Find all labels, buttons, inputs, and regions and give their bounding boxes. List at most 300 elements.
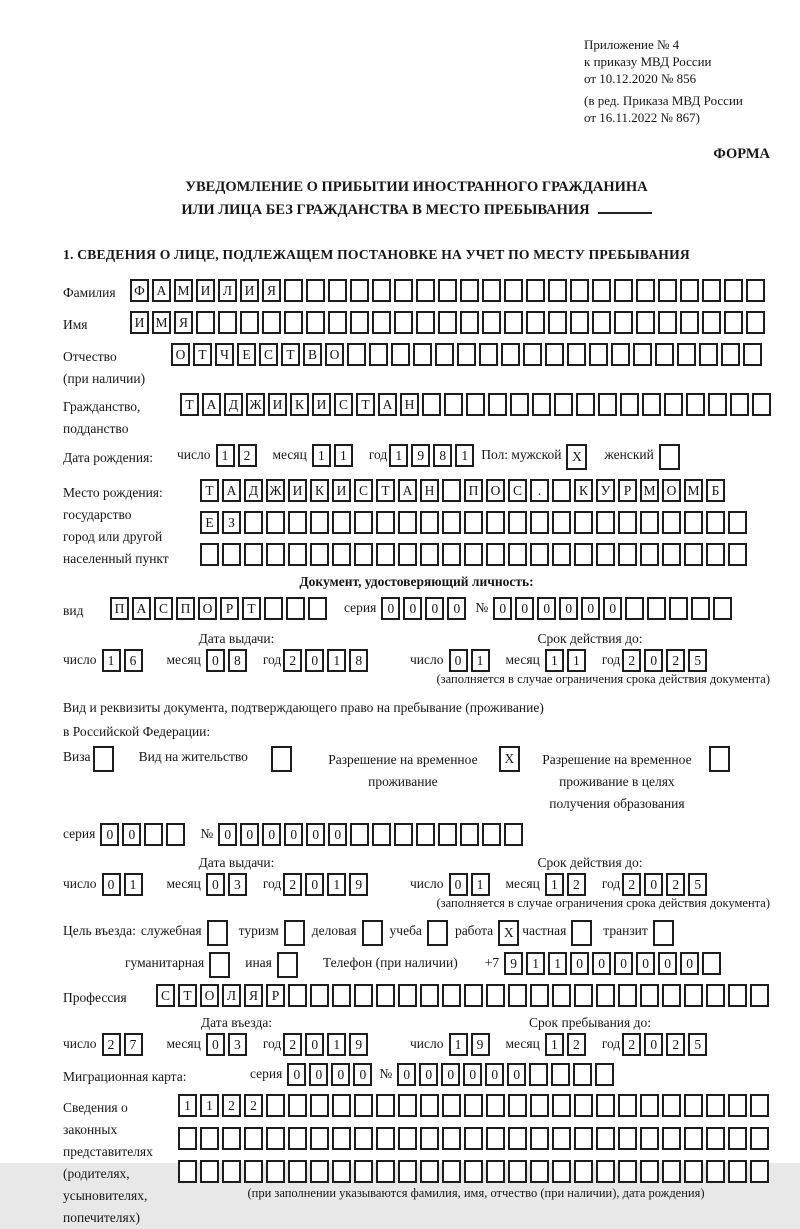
char-box[interactable]: К [574, 479, 593, 502]
identity-valid-month-boxes[interactable] [545, 649, 589, 672]
char-box[interactable]: В [303, 343, 322, 366]
char-box[interactable] [222, 1160, 241, 1183]
char-box[interactable] [288, 543, 307, 566]
entry-year-boxes[interactable] [283, 1033, 371, 1056]
char-box[interactable] [571, 920, 592, 946]
char-box[interactable] [576, 393, 595, 416]
char-box[interactable]: С [334, 393, 353, 416]
edu-permit-checkbox[interactable] [709, 746, 733, 772]
char-box[interactable]: 0 [515, 597, 534, 620]
char-box[interactable] [659, 444, 680, 470]
char-box[interactable]: С [508, 479, 527, 502]
char-box[interactable] [508, 1127, 527, 1150]
char-box[interactable] [218, 311, 237, 334]
char-box[interactable] [552, 479, 571, 502]
char-box[interactable]: 9 [471, 1033, 490, 1056]
identity-issue-year-boxes[interactable] [283, 649, 371, 672]
char-box[interactable] [618, 1160, 637, 1183]
patronymic-boxes[interactable] [171, 343, 765, 366]
char-box[interactable] [310, 984, 329, 1007]
char-box[interactable] [592, 311, 611, 334]
char-box[interactable] [207, 920, 228, 946]
char-box[interactable]: X [499, 746, 520, 772]
residence-valid-year-boxes[interactable] [622, 873, 710, 896]
char-box[interactable] [554, 393, 573, 416]
stay-day-boxes[interactable] [449, 1033, 493, 1056]
char-box[interactable]: 2 [666, 873, 685, 896]
char-box[interactable]: 3 [228, 873, 247, 896]
char-box[interactable] [413, 343, 432, 366]
char-box[interactable] [640, 543, 659, 566]
char-box[interactable]: 1 [471, 873, 490, 896]
char-box[interactable]: 0 [493, 597, 512, 620]
char-box[interactable]: 3 [228, 1033, 247, 1056]
char-box[interactable] [438, 311, 457, 334]
residence-issue-year-boxes[interactable] [283, 873, 371, 896]
char-box[interactable] [570, 311, 589, 334]
char-box[interactable] [709, 746, 730, 772]
char-box[interactable]: 6 [124, 649, 143, 672]
char-box[interactable]: 2 [622, 649, 641, 672]
char-box[interactable] [464, 1127, 483, 1150]
char-box[interactable] [376, 511, 395, 534]
char-box[interactable]: Ф [130, 279, 149, 302]
char-box[interactable] [640, 1127, 659, 1150]
char-box[interactable]: 7 [124, 1033, 143, 1056]
char-box[interactable]: О [486, 479, 505, 502]
char-box[interactable] [442, 543, 461, 566]
char-box[interactable] [264, 597, 283, 620]
char-box[interactable]: М [174, 279, 193, 302]
char-box[interactable] [574, 984, 593, 1007]
char-box[interactable] [464, 543, 483, 566]
purpose-transit-checkbox[interactable] [653, 920, 677, 946]
char-box[interactable] [369, 343, 388, 366]
char-box[interactable] [662, 1160, 681, 1183]
char-box[interactable] [702, 311, 721, 334]
char-box[interactable] [438, 823, 457, 846]
temp-permit-checkbox[interactable] [499, 746, 523, 772]
char-box[interactable] [354, 1094, 373, 1117]
char-box[interactable] [750, 1094, 769, 1117]
char-box[interactable] [442, 1094, 461, 1117]
char-box[interactable]: 9 [411, 444, 430, 467]
citizenship-boxes[interactable] [180, 393, 774, 416]
char-box[interactable]: Е [200, 511, 219, 534]
char-box[interactable] [526, 279, 545, 302]
char-box[interactable] [706, 511, 725, 534]
char-box[interactable] [743, 343, 762, 366]
char-box[interactable] [750, 1127, 769, 1150]
char-box[interactable]: 0 [305, 649, 324, 672]
char-box[interactable] [728, 1160, 747, 1183]
char-box[interactable] [589, 343, 608, 366]
char-box[interactable] [662, 1094, 681, 1117]
char-box[interactable] [552, 1160, 571, 1183]
char-box[interactable] [658, 311, 677, 334]
char-box[interactable] [574, 511, 593, 534]
char-box[interactable]: 0 [328, 823, 347, 846]
char-box[interactable] [486, 1094, 505, 1117]
char-box[interactable] [288, 984, 307, 1007]
char-box[interactable]: А [202, 393, 221, 416]
char-box[interactable] [332, 511, 351, 534]
char-box[interactable]: Т [242, 597, 261, 620]
char-box[interactable] [618, 1127, 637, 1150]
char-box[interactable] [618, 543, 637, 566]
char-box[interactable] [332, 1094, 351, 1117]
char-box[interactable]: 1 [526, 952, 545, 975]
char-box[interactable] [244, 543, 263, 566]
char-box[interactable] [596, 1160, 615, 1183]
char-box[interactable]: И [288, 479, 307, 502]
representatives-row1-boxes[interactable] [178, 1094, 774, 1117]
profession-boxes[interactable] [156, 984, 772, 1007]
char-box[interactable]: 0 [309, 1063, 328, 1086]
char-box[interactable] [420, 543, 439, 566]
char-box[interactable] [442, 1127, 461, 1150]
char-box[interactable] [686, 393, 705, 416]
char-box[interactable] [284, 920, 305, 946]
char-box[interactable] [328, 311, 347, 334]
char-box[interactable] [178, 1127, 197, 1150]
char-box[interactable] [677, 343, 696, 366]
char-box[interactable] [529, 1063, 548, 1086]
char-box[interactable] [614, 279, 633, 302]
char-box[interactable] [244, 1160, 263, 1183]
phone-boxes[interactable] [504, 952, 724, 975]
char-box[interactable] [662, 984, 681, 1007]
char-box[interactable] [551, 1063, 570, 1086]
char-box[interactable]: 1 [545, 649, 564, 672]
char-box[interactable] [488, 393, 507, 416]
char-box[interactable]: 5 [688, 873, 707, 896]
entry-month-boxes[interactable] [206, 1033, 250, 1056]
char-box[interactable]: X [498, 920, 519, 946]
char-box[interactable] [354, 1160, 373, 1183]
birth-day-boxes[interactable] [216, 444, 260, 467]
char-box[interactable] [271, 746, 292, 772]
char-box[interactable]: Т [281, 343, 300, 366]
char-box[interactable]: 0 [537, 597, 556, 620]
char-box[interactable]: 1 [327, 649, 346, 672]
char-box[interactable]: 0 [507, 1063, 526, 1086]
char-box[interactable]: 1 [124, 873, 143, 896]
char-box[interactable]: И [130, 311, 149, 334]
char-box[interactable] [398, 984, 417, 1007]
char-box[interactable] [684, 1094, 703, 1117]
char-box[interactable]: 9 [349, 873, 368, 896]
entry-day-boxes[interactable] [102, 1033, 146, 1056]
char-box[interactable] [442, 511, 461, 534]
char-box[interactable] [144, 823, 163, 846]
char-box[interactable] [482, 823, 501, 846]
char-box[interactable] [310, 1094, 329, 1117]
mc-series-boxes[interactable] [287, 1063, 375, 1086]
char-box[interactable] [552, 543, 571, 566]
char-box[interactable] [362, 920, 383, 946]
char-box[interactable] [310, 511, 329, 534]
residence-valid-day-boxes[interactable] [449, 873, 493, 896]
char-box[interactable]: 2 [238, 444, 257, 467]
char-box[interactable]: 0 [100, 823, 119, 846]
char-box[interactable] [574, 543, 593, 566]
stay-month-boxes[interactable] [545, 1033, 589, 1056]
char-box[interactable] [618, 1094, 637, 1117]
char-box[interactable] [288, 1127, 307, 1150]
char-box[interactable] [662, 1127, 681, 1150]
char-box[interactable] [350, 823, 369, 846]
mc-number-boxes[interactable] [397, 1063, 617, 1086]
char-box[interactable] [699, 343, 718, 366]
char-box[interactable] [664, 393, 683, 416]
char-box[interactable] [244, 1127, 263, 1150]
char-box[interactable] [310, 543, 329, 566]
char-box[interactable] [479, 343, 498, 366]
char-box[interactable] [444, 393, 463, 416]
purpose-private-checkbox[interactable] [571, 920, 595, 946]
char-box[interactable] [394, 279, 413, 302]
char-box[interactable]: 0 [425, 597, 444, 620]
char-box[interactable]: 0 [206, 873, 225, 896]
char-box[interactable]: Я [244, 984, 263, 1007]
char-box[interactable]: 0 [353, 1063, 372, 1086]
char-box[interactable] [596, 1127, 615, 1150]
char-box[interactable]: 1 [327, 873, 346, 896]
char-box[interactable] [376, 1094, 395, 1117]
char-box[interactable] [596, 543, 615, 566]
char-box[interactable] [266, 1127, 285, 1150]
char-box[interactable]: Я [262, 279, 281, 302]
char-box[interactable] [640, 511, 659, 534]
char-box[interactable]: 2 [622, 873, 641, 896]
char-box[interactable]: Т [200, 479, 219, 502]
char-box[interactable]: 1 [216, 444, 235, 467]
char-box[interactable]: 0 [419, 1063, 438, 1086]
char-box[interactable]: 1 [327, 1033, 346, 1056]
char-box[interactable]: 0 [262, 823, 281, 846]
char-box[interactable]: 0 [305, 1033, 324, 1056]
char-box[interactable]: О [198, 597, 217, 620]
char-box[interactable] [332, 1160, 351, 1183]
char-box[interactable] [680, 311, 699, 334]
char-box[interactable] [200, 543, 219, 566]
char-box[interactable]: 0 [658, 952, 677, 975]
residence-issue-month-boxes[interactable] [206, 873, 250, 896]
char-box[interactable] [708, 393, 727, 416]
char-box[interactable] [574, 1094, 593, 1117]
char-box[interactable] [724, 311, 743, 334]
char-box[interactable]: Р [220, 597, 239, 620]
char-box[interactable] [460, 823, 479, 846]
doc-series-boxes[interactable] [381, 597, 469, 620]
char-box[interactable]: И [268, 393, 287, 416]
char-box[interactable] [486, 984, 505, 1007]
char-box[interactable]: 0 [485, 1063, 504, 1086]
char-box[interactable] [93, 746, 114, 772]
char-box[interactable] [596, 984, 615, 1007]
representatives-row3-boxes[interactable] [178, 1160, 774, 1183]
char-box[interactable] [633, 343, 652, 366]
identity-valid-year-boxes[interactable] [622, 649, 710, 672]
char-box[interactable]: 1 [449, 1033, 468, 1056]
representatives-row2-boxes[interactable] [178, 1127, 774, 1150]
char-box[interactable]: 1 [545, 1033, 564, 1056]
char-box[interactable] [427, 920, 448, 946]
char-box[interactable] [730, 393, 749, 416]
char-box[interactable] [752, 393, 771, 416]
birth-month-boxes[interactable] [312, 444, 356, 467]
birth-place-row3-boxes[interactable] [200, 543, 750, 566]
purpose-study-checkbox[interactable] [427, 920, 451, 946]
char-box[interactable]: 0 [449, 873, 468, 896]
char-box[interactable] [354, 543, 373, 566]
char-box[interactable]: Т [376, 479, 395, 502]
char-box[interactable] [655, 343, 674, 366]
char-box[interactable] [308, 597, 327, 620]
char-box[interactable] [266, 1160, 285, 1183]
char-box[interactable]: П [464, 479, 483, 502]
char-box[interactable]: И [312, 393, 331, 416]
char-box[interactable] [552, 1094, 571, 1117]
char-box[interactable] [592, 279, 611, 302]
char-box[interactable] [347, 343, 366, 366]
char-box[interactable] [391, 343, 410, 366]
char-box[interactable]: 1 [334, 444, 353, 467]
char-box[interactable] [618, 984, 637, 1007]
char-box[interactable] [530, 1160, 549, 1183]
char-box[interactable] [508, 1160, 527, 1183]
char-box[interactable]: А [398, 479, 417, 502]
char-box[interactable]: 0 [592, 952, 611, 975]
char-box[interactable] [501, 343, 520, 366]
char-box[interactable] [746, 279, 765, 302]
char-box[interactable] [394, 823, 413, 846]
char-box[interactable] [460, 279, 479, 302]
char-box[interactable]: 0 [287, 1063, 306, 1086]
char-box[interactable] [178, 1160, 197, 1183]
char-box[interactable] [574, 1127, 593, 1150]
char-box[interactable]: 1 [102, 649, 121, 672]
char-box[interactable] [706, 1160, 725, 1183]
char-box[interactable] [684, 984, 703, 1007]
char-box[interactable] [530, 1127, 549, 1150]
char-box[interactable]: 0 [581, 597, 600, 620]
char-box[interactable] [680, 279, 699, 302]
purpose-official-checkbox[interactable] [207, 920, 231, 946]
residence-permit-checkbox[interactable] [271, 746, 295, 772]
char-box[interactable] [306, 279, 325, 302]
char-box[interactable]: П [176, 597, 195, 620]
char-box[interactable] [354, 984, 373, 1007]
char-box[interactable] [435, 343, 454, 366]
char-box[interactable] [486, 543, 505, 566]
char-box[interactable]: А [152, 279, 171, 302]
char-box[interactable] [640, 984, 659, 1007]
birth-place-row1-boxes[interactable] [200, 479, 750, 502]
char-box[interactable]: X [566, 444, 587, 470]
char-box[interactable] [277, 952, 298, 978]
char-box[interactable] [200, 1127, 219, 1150]
char-box[interactable] [620, 393, 639, 416]
char-box[interactable] [266, 1094, 285, 1117]
char-box[interactable] [669, 597, 688, 620]
char-box[interactable] [728, 984, 747, 1007]
char-box[interactable]: 0 [102, 873, 121, 896]
char-box[interactable]: Л [222, 984, 241, 1007]
char-box[interactable]: К [290, 393, 309, 416]
char-box[interactable]: Ж [266, 479, 285, 502]
purpose-work-checkbox[interactable] [498, 920, 522, 946]
char-box[interactable]: 5 [688, 649, 707, 672]
char-box[interactable] [464, 1094, 483, 1117]
purpose-other-checkbox[interactable] [277, 952, 301, 978]
purpose-humanitarian-checkbox[interactable] [209, 952, 233, 978]
char-box[interactable] [684, 1127, 703, 1150]
char-box[interactable]: О [662, 479, 681, 502]
char-box[interactable]: 0 [240, 823, 259, 846]
char-box[interactable]: 0 [306, 823, 325, 846]
char-box[interactable]: 0 [218, 823, 237, 846]
char-box[interactable]: П [110, 597, 129, 620]
char-box[interactable] [420, 1127, 439, 1150]
char-box[interactable]: А [132, 597, 151, 620]
char-box[interactable]: 2 [222, 1094, 241, 1117]
char-box[interactable] [573, 1063, 592, 1086]
char-box[interactable]: Н [420, 479, 439, 502]
char-box[interactable]: 0 [463, 1063, 482, 1086]
doc-type-boxes[interactable] [110, 597, 330, 620]
char-box[interactable] [240, 311, 259, 334]
char-box[interactable] [288, 511, 307, 534]
surname-boxes[interactable] [130, 279, 768, 302]
char-box[interactable] [574, 1160, 593, 1183]
char-box[interactable]: 0 [403, 597, 422, 620]
char-box[interactable]: Л [218, 279, 237, 302]
char-box[interactable]: 2 [283, 1033, 302, 1056]
char-box[interactable]: С [354, 479, 373, 502]
char-box[interactable] [508, 543, 527, 566]
char-box[interactable] [702, 279, 721, 302]
char-box[interactable] [636, 279, 655, 302]
char-box[interactable] [372, 311, 391, 334]
char-box[interactable] [350, 311, 369, 334]
char-box[interactable] [552, 511, 571, 534]
char-box[interactable] [266, 511, 285, 534]
char-box[interactable]: 0 [559, 597, 578, 620]
residence-series-boxes[interactable] [100, 823, 188, 846]
char-box[interactable] [662, 543, 681, 566]
char-box[interactable]: 1 [389, 444, 408, 467]
char-box[interactable] [750, 1160, 769, 1183]
stay-year-boxes[interactable] [622, 1033, 710, 1056]
char-box[interactable] [262, 311, 281, 334]
char-box[interactable]: 5 [688, 1033, 707, 1056]
char-box[interactable]: И [332, 479, 351, 502]
char-box[interactable]: Р [266, 984, 285, 1007]
char-box[interactable] [728, 543, 747, 566]
char-box[interactable]: К [310, 479, 329, 502]
char-box[interactable] [684, 1160, 703, 1183]
char-box[interactable] [438, 279, 457, 302]
char-box[interactable]: 9 [349, 1033, 368, 1056]
char-box[interactable]: 0 [206, 649, 225, 672]
char-box[interactable] [466, 393, 485, 416]
char-box[interactable]: 1 [548, 952, 567, 975]
char-box[interactable]: Т [356, 393, 375, 416]
char-box[interactable] [398, 1160, 417, 1183]
char-box[interactable] [636, 311, 655, 334]
